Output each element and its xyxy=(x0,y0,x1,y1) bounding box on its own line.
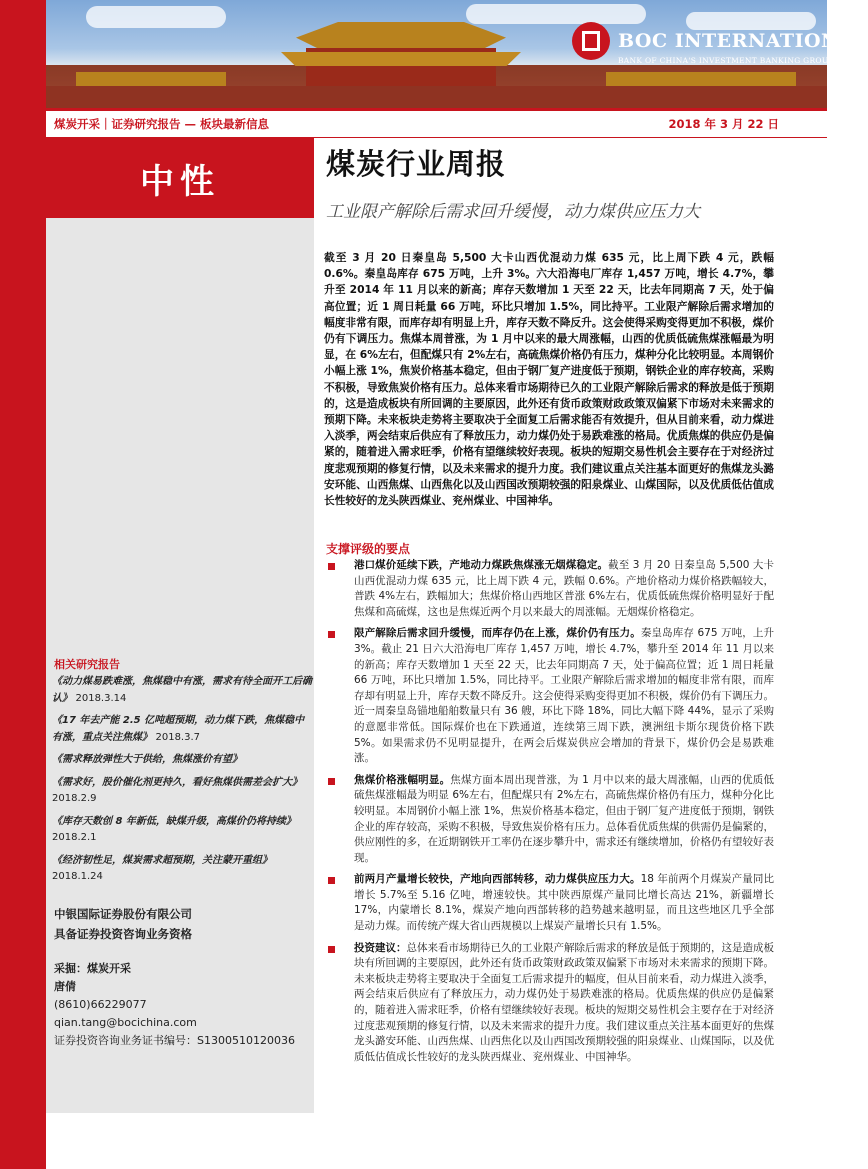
list-item xyxy=(326,558,774,620)
cloud xyxy=(466,4,646,24)
analyst-phone: (8610)66229077 xyxy=(54,998,147,1011)
bullet-text: 截至 3 月 20 日秦皇岛 5,500 大卡山西优混动力煤 635 元，比上周下跌 4 元，跌幅 0.6%。产地价格动力煤价格跌幅较大，普跌 4%左右，跌幅加大；焦煤价格山西地区普涨 6%左右，优质低硫焦煤价格明显好于配焦煤和高硫煤，这也是焦煤近两个月以来最大的周涨幅。无烟煤价格稳定。 xyxy=(354,559,774,618)
list-item xyxy=(326,626,774,766)
company-info xyxy=(54,904,192,944)
related-report-date: 2018.2.9 xyxy=(52,793,97,804)
list-item xyxy=(326,941,774,1066)
bullet-text: 焦煤方面本周出现普涨，为 1 月中以来的最大周涨幅，山西的优质低硫焦煤涨幅最为明显 6%左右，但配煤只有 2%左右，高硫焦煤价格仍有压力，煤种分化比较明显。本周钢价小幅上涨 1%，焦炭价格基本稳定，但由于钢厂复产进度低于预期，钢铁企业的库存较高，采购不积极，导致焦炭价格有压力。总体看优质焦煤的供需仍是偏紧的，供应刚性的多，在近期钢铁开工率仍在逐步攀升中，需求还有继续增加，价格仍有望较好表现。 xyxy=(354,773,774,864)
company-qualification: 具备证券投资咨询业务资格 xyxy=(54,927,192,941)
bullet-text: 秦皇岛库存 675 万吨，上升 3%。截止 21 日六大沿海电厂库存 1,457 万吨，增长 4.7%，攀升至 2014 年 11 月以来的新高；库存天数增加 1 天至 22 天，比去年同期高 7 天，处于偏高位置；近 1 周日耗量 66 万吨，环比只增加 1.5%，同比持平。工业限产解除后需求增加的幅度非常有限，而库存却有明显上升，库存天数不降反升。这会使得采购变得更加不积极，煤价仍有下调压力。近一周秦皇岛锚地船舶数量只有 36 艘，环比下降 18%，同比大幅下降 44%，显示了采购的意愿非常低。国际煤价也在下跌通道，连续第三周下跌，澳洲纽卡斯尔现货价格下跌 5%。如果需求仍不见明显提升，在两会后煤炭供应会增加的背景下，煤价仍会是易跌难涨。 xyxy=(354,627,775,765)
side-building xyxy=(76,72,226,86)
related-report-item[interactable] xyxy=(52,713,314,746)
list-item xyxy=(326,773,774,867)
bullet-square-icon xyxy=(328,946,335,953)
related-report-item[interactable] xyxy=(52,752,314,769)
bullet-text: 总体来看市场期待已久的工业限产解除后需求的释放是低于预期的，这是造成板块有所回调的主要原因，此外还有货币政策财政政策双偏紧下市场对未来需求的预期下降。未来板块走势将主要取决于全面复工后需求提升的幅度，但从目前来看，动力煤进入淡季，两会结束后供应有了释放压力，动力煤仍处于易跌难涨的格局。优质焦煤的供应仍是偏紧的，随着进入需求旺季，价格有望继续较好表现。板块的短期交易性机会主要存在于对经济过度悲观预期的修复行情，以及未来需求的提升力度。我们建议重点关注基本面更好的焦煤龙头潞安环能、山西焦煤、山西焦化以及山西国改预期较强的阳泉煤业、山煤国际，以及优质低估值成长性较好的龙头陕西煤业、兖州煤业、中国神华。 xyxy=(354,941,774,1063)
report-date: 2018 年 3 月 22 日 xyxy=(668,117,779,131)
list-item xyxy=(326,872,774,934)
bullet-lead: 限产解除后需求回升缓慢，而库存仍在上涨，煤价仍有压力。 xyxy=(354,627,641,640)
related-reports-list xyxy=(52,674,314,892)
related-report-date: 2018.3.7 xyxy=(155,731,201,743)
bullet-lead: 焦煤价格涨幅明显。 xyxy=(354,773,451,786)
bullet-lead: 前两月产量增长较快，产地向西部转移，动力煤供应压力大。 xyxy=(354,873,641,886)
related-report-item[interactable] xyxy=(52,674,314,707)
related-report-item[interactable] xyxy=(52,775,314,808)
report-category: 煤炭开采｜证券研究报告 — 板块最新信息 xyxy=(54,117,270,131)
section-title: 支撑评级的要点 xyxy=(326,542,411,556)
bullet-square-icon xyxy=(328,563,335,570)
analyst-email[interactable]: qian.tang@bocichina.com xyxy=(54,1016,197,1029)
bullet-square-icon xyxy=(328,778,335,785)
analyst-certificate: 证券投资咨询业务证书编号：S1300510120036 xyxy=(54,1034,295,1047)
related-report-title[interactable]: 《17 年去产能 2.5 亿吨超预期，动力煤下跌，焦煤稳中有涨，重点关注焦煤》 xyxy=(52,715,305,743)
brand-subtitle: BANK OF CHINA'S INVESTMENT BANKING GROUP xyxy=(618,56,834,65)
related-report-date: 2018.1.24 xyxy=(52,871,103,882)
bullet-square-icon xyxy=(328,631,335,638)
cloud xyxy=(86,6,226,28)
related-reports-heading: 相关研究报告 xyxy=(54,658,120,671)
page-subtitle: 工业限产解除后需求回升缓慢，动力煤供应压力大 xyxy=(326,202,700,222)
related-report-title[interactable]: 《需求好，股价催化剂更持久，看好焦煤供需差会扩大》 xyxy=(52,776,302,788)
analyst-sector: 采掘：煤炭开采 xyxy=(54,962,131,975)
summary-paragraph: 截至 3 月 20 日秦皇岛 5,500 大卡山西优混动力煤 635 元，比上周下跌 4 元，跌幅 0.6%。秦皇岛库存 675 万吨，上升 3%。六大沿海电厂库存 1,457 万吨，增长 4.7%，攀升至 2014 年 11 月以来的新高；库存天数增加 1 天至 22 天，比去年同期高 7 天，处于偏高位置；近 1 周日耗量 66 万吨，环比只增加 1.5%，同比持平。工业限产解除后需求增加的幅度非常有限，而库存却有明显上升，库存天数不降反升。这会使得采购变得更加不积极，煤价仍有下调压力。焦煤本周普涨，为 1 月中以来的最大周涨幅，山西的优质低硫焦煤涨幅最为明显，在 6%左右，但配煤只有 2%左右，高硫焦煤价格仍有压力，煤种分化比较明显。本周钢价小幅上涨 1%，焦炭价格基本稳定，但由于钢厂复产进度低于预期，钢铁企业的库存较高，采购不积极，导致焦炭价格有压力。总体来看市场期待已久的工业限产解除后需求的释放是低于预期的，这是造成板块有所回调的主要原因，此外还有货币政策财政政策双偏紧下市场对未来需求的预期下降。未来板块走势将主要取决于全面复工后需求能否有效提升，但从目前来看，动力煤进入淡季，两会结束后供应有了释放压力，动力煤仍处于易跌难涨的格局。优质焦煤的供应仍是偏紧的，随着进入需求旺季，价格有望继续较好表现。板块的短期交易性机会主要存在于对经济过度悲观预期的修复行情，以及未来需求的提升力度。我们建议重点关注基本面更好的焦煤龙头潞安环能、山西焦煤、山西焦化以及山西国改预期较强的阳泉煤业、山煤国际，以及优质低估值成长性较好的龙头陕西煤业、兖州煤业、中国神华。 xyxy=(324,251,774,508)
rating-badge: 中性 xyxy=(46,138,314,218)
page-title: 煤炭行业周报 xyxy=(326,147,507,181)
bullet-lead: 港口煤价延续下跌，产地动力煤跌焦煤涨无烟煤稳定。 xyxy=(354,559,609,571)
related-report-title[interactable]: 《动力煤易跌难涨，焦煤稳中有涨，需求有待全面开工后确认》 xyxy=(52,676,312,704)
related-report-title[interactable]: 《经济韧性足，煤炭需求超预期，关注蒙开重组》 xyxy=(52,854,272,866)
analyst-name: 唐倩 xyxy=(54,980,76,993)
bullet-text: 18 年前两个月煤炭产量同比增长 5.7%至 5.16 亿吨，增速较快。其中陕西原煤产量同比增长高达 21%，新疆增长 17%，内蒙增长 8.1%，煤炭产地向西部转移的趋势越来越明显，而且这些地区几乎全部是动力煤。而传统产煤大省山西规模以上煤炭产量增长只有 1.5%。 xyxy=(354,873,775,933)
key-points-list xyxy=(326,558,774,1071)
related-report-title[interactable]: 《需求释放弹性大于供给，焦煤涨价有望》 xyxy=(52,754,242,765)
brand-title: BOC INTERNATIONAL xyxy=(618,30,868,52)
palace-wall xyxy=(46,86,827,108)
left-accent-bar xyxy=(0,0,46,1169)
bullet-square-icon xyxy=(328,877,335,884)
boc-logo-icon xyxy=(572,22,610,60)
side-building xyxy=(606,72,796,86)
related-report-date: 2018.2.1 xyxy=(52,832,97,843)
related-report-date: 2018.3.14 xyxy=(75,692,127,704)
company-name: 中银国际证券股份有限公司 xyxy=(54,907,192,921)
header-banner-image xyxy=(46,0,868,108)
cloud xyxy=(686,12,816,30)
palace-roof xyxy=(296,22,506,48)
palace-roof-lower xyxy=(281,52,521,66)
analyst-info xyxy=(54,960,295,1050)
related-report-item[interactable] xyxy=(52,814,314,847)
related-report-title[interactable]: 《库存天数创 8 年新低，缺煤升级，高煤价仍将持续》 xyxy=(52,815,296,827)
bullet-lead: 投资建议： xyxy=(354,941,407,954)
header-rule xyxy=(46,108,827,111)
related-report-item[interactable] xyxy=(52,853,314,886)
